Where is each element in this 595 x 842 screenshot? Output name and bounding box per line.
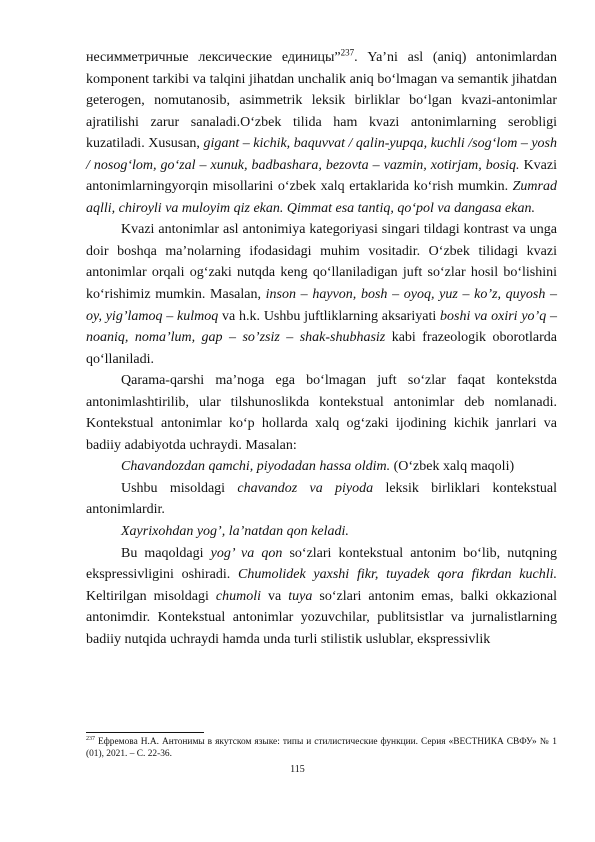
italic-text: chumoli (215, 588, 262, 604)
italic-text: chavandoz va piyoda (237, 480, 374, 496)
text-run: Keltirilgan misoldagi (86, 588, 216, 604)
paragraph (86, 543, 557, 651)
text-run: несимметричные лексические единицы” (86, 50, 341, 65)
italic-text: tuya (288, 588, 313, 604)
footnote-ref: 237 (340, 47, 355, 58)
text-run: Kvazi antonimlar asl antonimiya kategoriyasi singari tildagi kontrast va unga doir boshqa ma’nolarning ifodasidagi muhim vositadir. O‘zbek tilidagi kvazi antonimlar orqali og‘zaki nutqda keng qo‘llaniladigan juft so‘zlar hosil bo‘lishini ko‘rishimiz mumkin. Masalan, (86, 222, 557, 303)
text-run: (O‘zbek xalq maqoli) (390, 459, 515, 475)
paragraph (86, 47, 557, 219)
footnote-number: 237 (86, 735, 95, 742)
paragraph (86, 456, 557, 478)
italic-text: boshi va oxiri yo’q – noaniq, noma’lum, gap – so’zsiz – shak-shubhasiz (86, 308, 558, 346)
italic-text: inson – hayvon, bosh – oyoq, yuz – ko’z, quyosh – oy, yig’lamoq – kulmoq (86, 287, 557, 324)
text-run: va (261, 588, 289, 604)
footnote (86, 736, 557, 760)
text-run: leksik birliklari kontekstual antonimlardir. (86, 480, 557, 518)
italic-text: gigant – kichik, baquvvat / qalin-yupqa, kuchli /sog‘lom – yosh / nosog‘lom, go‘zal – xunuk, badbashara, bezovta – vazmin, xotirjam, bosiq. (86, 136, 557, 173)
paragraph (86, 370, 557, 456)
text-run: Ushbu misoldagi (121, 480, 238, 496)
text-run: Qarama-qarshi ma’noga ega bo‘lmagan juft so‘zlar faqat kontekstda antonimlashtirilib, ular tilshunoslikda kontekstual antonimlar deb nomlanadi. Kontekstual antonimlar ko‘p hollarda xalq og‘zaki ijodining kichik janrlari va badiiy adabiyotda uchraydi. Masalan: (86, 373, 557, 453)
italic-text: Chavandozdan qamchi, piyodadan hassa oldim. (121, 459, 391, 475)
italic-text: Zumrad aqlli, chiroyli va muloyim qiz ekan. Qimmat esa tantiq, qo‘pol va dangasa ekan. (86, 179, 557, 216)
text-run: so‘zlari kontekstual antonim bo‘lib, nutqning ekspressivligini oshiradi. (86, 545, 557, 583)
text-run: so‘zlari antonim emas, balki okkazional antonimdir. Kontekstual antonimlar yozuvchilar, publitsistlar va jurnalistlarning badiiy nutqida uchraydi hamda unda turli stilistik uslublar, ekspressivlik (86, 588, 557, 647)
italic-text: yog’ va qon (210, 545, 283, 561)
italic-text: Xayrixohdan yog’, la’natdan qon keladi. (121, 524, 349, 540)
text-run: va h.k. Ushbu juftliklarning aksariyati (218, 308, 441, 324)
text-run: Bu maqoldagi (121, 545, 211, 561)
footnote-text: Ефремова Н.А. Антонимы в якутском языке: типы и стилистические функции. Серия «ВЕСТНИКА СВФУ» № 1 (01), 2021. – С. 22-36. (86, 737, 557, 759)
footnote-divider (86, 732, 204, 733)
paragraph (86, 219, 557, 370)
text-run: kabi frazeologik oborotlarda qo‘llaniladi. (86, 330, 557, 367)
body-text (86, 47, 557, 650)
paragraph (86, 478, 557, 521)
text-run: . Ya’ni asl (aniq) antonimlardan komponent tarkibi va talqini jihatdan unchalik aniq bo‘lmagan va semantik jihatdan geterogen, nomutanosib, asimmetrik leksik birliklar bo‘lgan kvazi-antonimlar ajratilishi zarur sanaladi.O‘zbek tilida ham kvazi antonimlarning serobligi kuzatiladi. Xususan, (86, 50, 557, 152)
italic-text: Chumolidek yaxshi fikr, tuyadek qora fikrdan kuchli. (238, 567, 557, 583)
page-number: 115 (290, 764, 305, 775)
text-run: Kvazi antonimlarningyorqin misollarini o‘zbek xalq ertaklarida ko‘rish mumkin. (86, 157, 557, 195)
paragraph (86, 521, 557, 543)
